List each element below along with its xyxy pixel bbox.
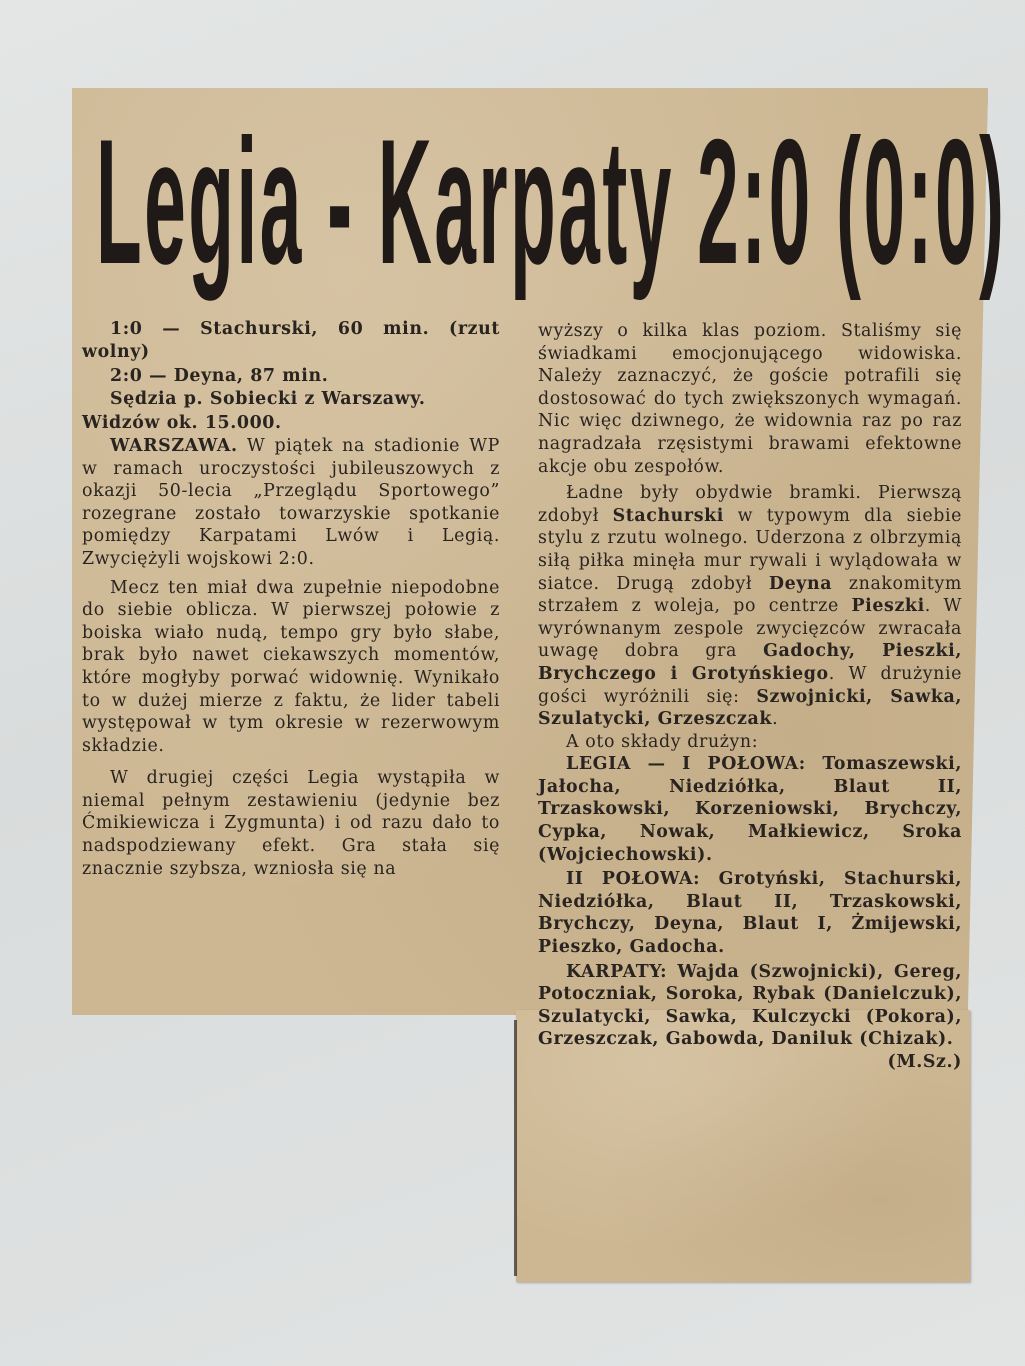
paragraph-4 [538,482,962,731]
headline-container [96,102,1007,301]
lineups-intro: A oto składy drużyn: [566,731,759,752]
player-names-legia-standouts: Gadochy, Pieszki, Brychczego i Grotyńskiego [538,641,962,684]
lineup-legia-first-half [538,753,962,866]
paragraph-4-text-1: Ładne były obydwie bramki. Pierwszą zdobył [538,483,962,526]
paragraph-2: Mecz ten miał dwa zupełnie niepodobne do siebie oblicza. W pierwszej połowie z boiska wiało nudą, tempo gry było słabe, brak było nawet ciekawszych momentów, które mogłyby porwać widownię. Wynikało to w dużej mierze z faktu, że lider tabeli występował w tym okresie w rezerwowym składzie. [82,577,500,756]
paragraph-1-text: W piątek na stadionie WP w ramach uroczystości jubileuszowych z okazji 50-lecia „Przeglądu Sportowego” rozegrane zostało towarzyskie spotkanie pomiędzy Karpatami Lwów i Legią. Zwyciężyli wojskowi 2:0. [82,435,500,569]
article-column-left [82,318,500,880]
lineup-label: KARPATY: [566,961,668,982]
paragraph-4-text-2: w typowym dla siebie stylu z rzutu wolnego. Uderzona z olbrzymią siłą piłka minęła mur rywali i wylądowała w siatce. Drugą zdobył [538,505,962,594]
paragraph-3-continued: wyższy o kilka klas poziom. Staliśmy się świadkami emocjonującego widowiska. Należy zaznaczyć, że goście potrafili się dostosować do tych zwiększonych wymagań. Nic więc dziwnego, że widownia raz po raz nagradzała rzęsistymi brawami efektowne akcje obu zespołów. [538,321,962,477]
referee: Sędzia p. Sobiecki z Warszawy. [110,388,426,409]
lineup-players: Wajda (Szwojnicki), Gereg, Potoczniak, Soroka, Rybak (Danielczuk), Szulatycki, Sawka, Kulczycki (Pokora), Grzeszczak, Gabowda, Daniluk (Chizak). [538,961,962,1050]
goal-2: 2:0 — Deyna, 87 min. [110,366,329,387]
player-name-pieszki: Pieszki [851,596,925,617]
player-name-deyna: Deyna [768,573,833,594]
player-names-karpaty-standouts: Szwojnicki, Sawka, Szulatycki, Grzeszczak [538,686,962,730]
headline: Legia - Karpaty 2:0 (0:0) [96,102,1007,301]
lineup-players: Grotyński, Stachurski, Niedziółka, Blaut II, Trzaskowski, Brychczy, Deyna, Blaut I, Żmijewski, Pieszko, Gadocha. [538,869,962,958]
dateline: WARSZAWA. [110,435,238,456]
article-column-right [538,320,962,1074]
lineup-karpaty [538,961,962,1072]
paragraph-1 [82,435,500,571]
player-name-stachurski: Stachurski [612,505,724,526]
paragraph-3: W drugiej części Legia wystąpiła w niemal pełnym zestawieniu (jedynie bez Ćmikiewicza i Zygmunta) i od razu dało to nadspodziewany efekt. Gra stała się znacznie szybsza, wzniosła się na [82,768,500,879]
goal-1: 1:0 — Stachurski, 60 min. (rzut wolny) [82,319,500,362]
lineup-legia-second-half [538,868,962,958]
paragraph-4-text-5: . W drużynie gości wyróżnili się: [538,663,962,707]
paragraph-4-text-6: . [772,709,779,730]
author-signature: (M.Sz.) [887,1052,962,1072]
lineup-label: II POŁOWA: [566,869,701,890]
attendance: Widzów ok. 15.000. [82,413,282,434]
clipping-edge-shadow [514,1020,517,1276]
paragraph-4-text-4: . W wyrównanym zespole zwycięzców zwracała uwagę dobra gra [538,596,962,662]
lineup-label: LEGIA — I POŁOWA: [566,754,806,775]
paragraph-4-text-3: znakomitym strzałem z woleja, po centrze [538,573,962,617]
lineup-players: Tomaszewski, Jałocha, Niedziółka, Blaut II, Trzaskowski, Korzeniowski, Brychczy, Cypka, Nowak, Małkiewicz, Sroka (Wojciechowski). [538,754,962,865]
